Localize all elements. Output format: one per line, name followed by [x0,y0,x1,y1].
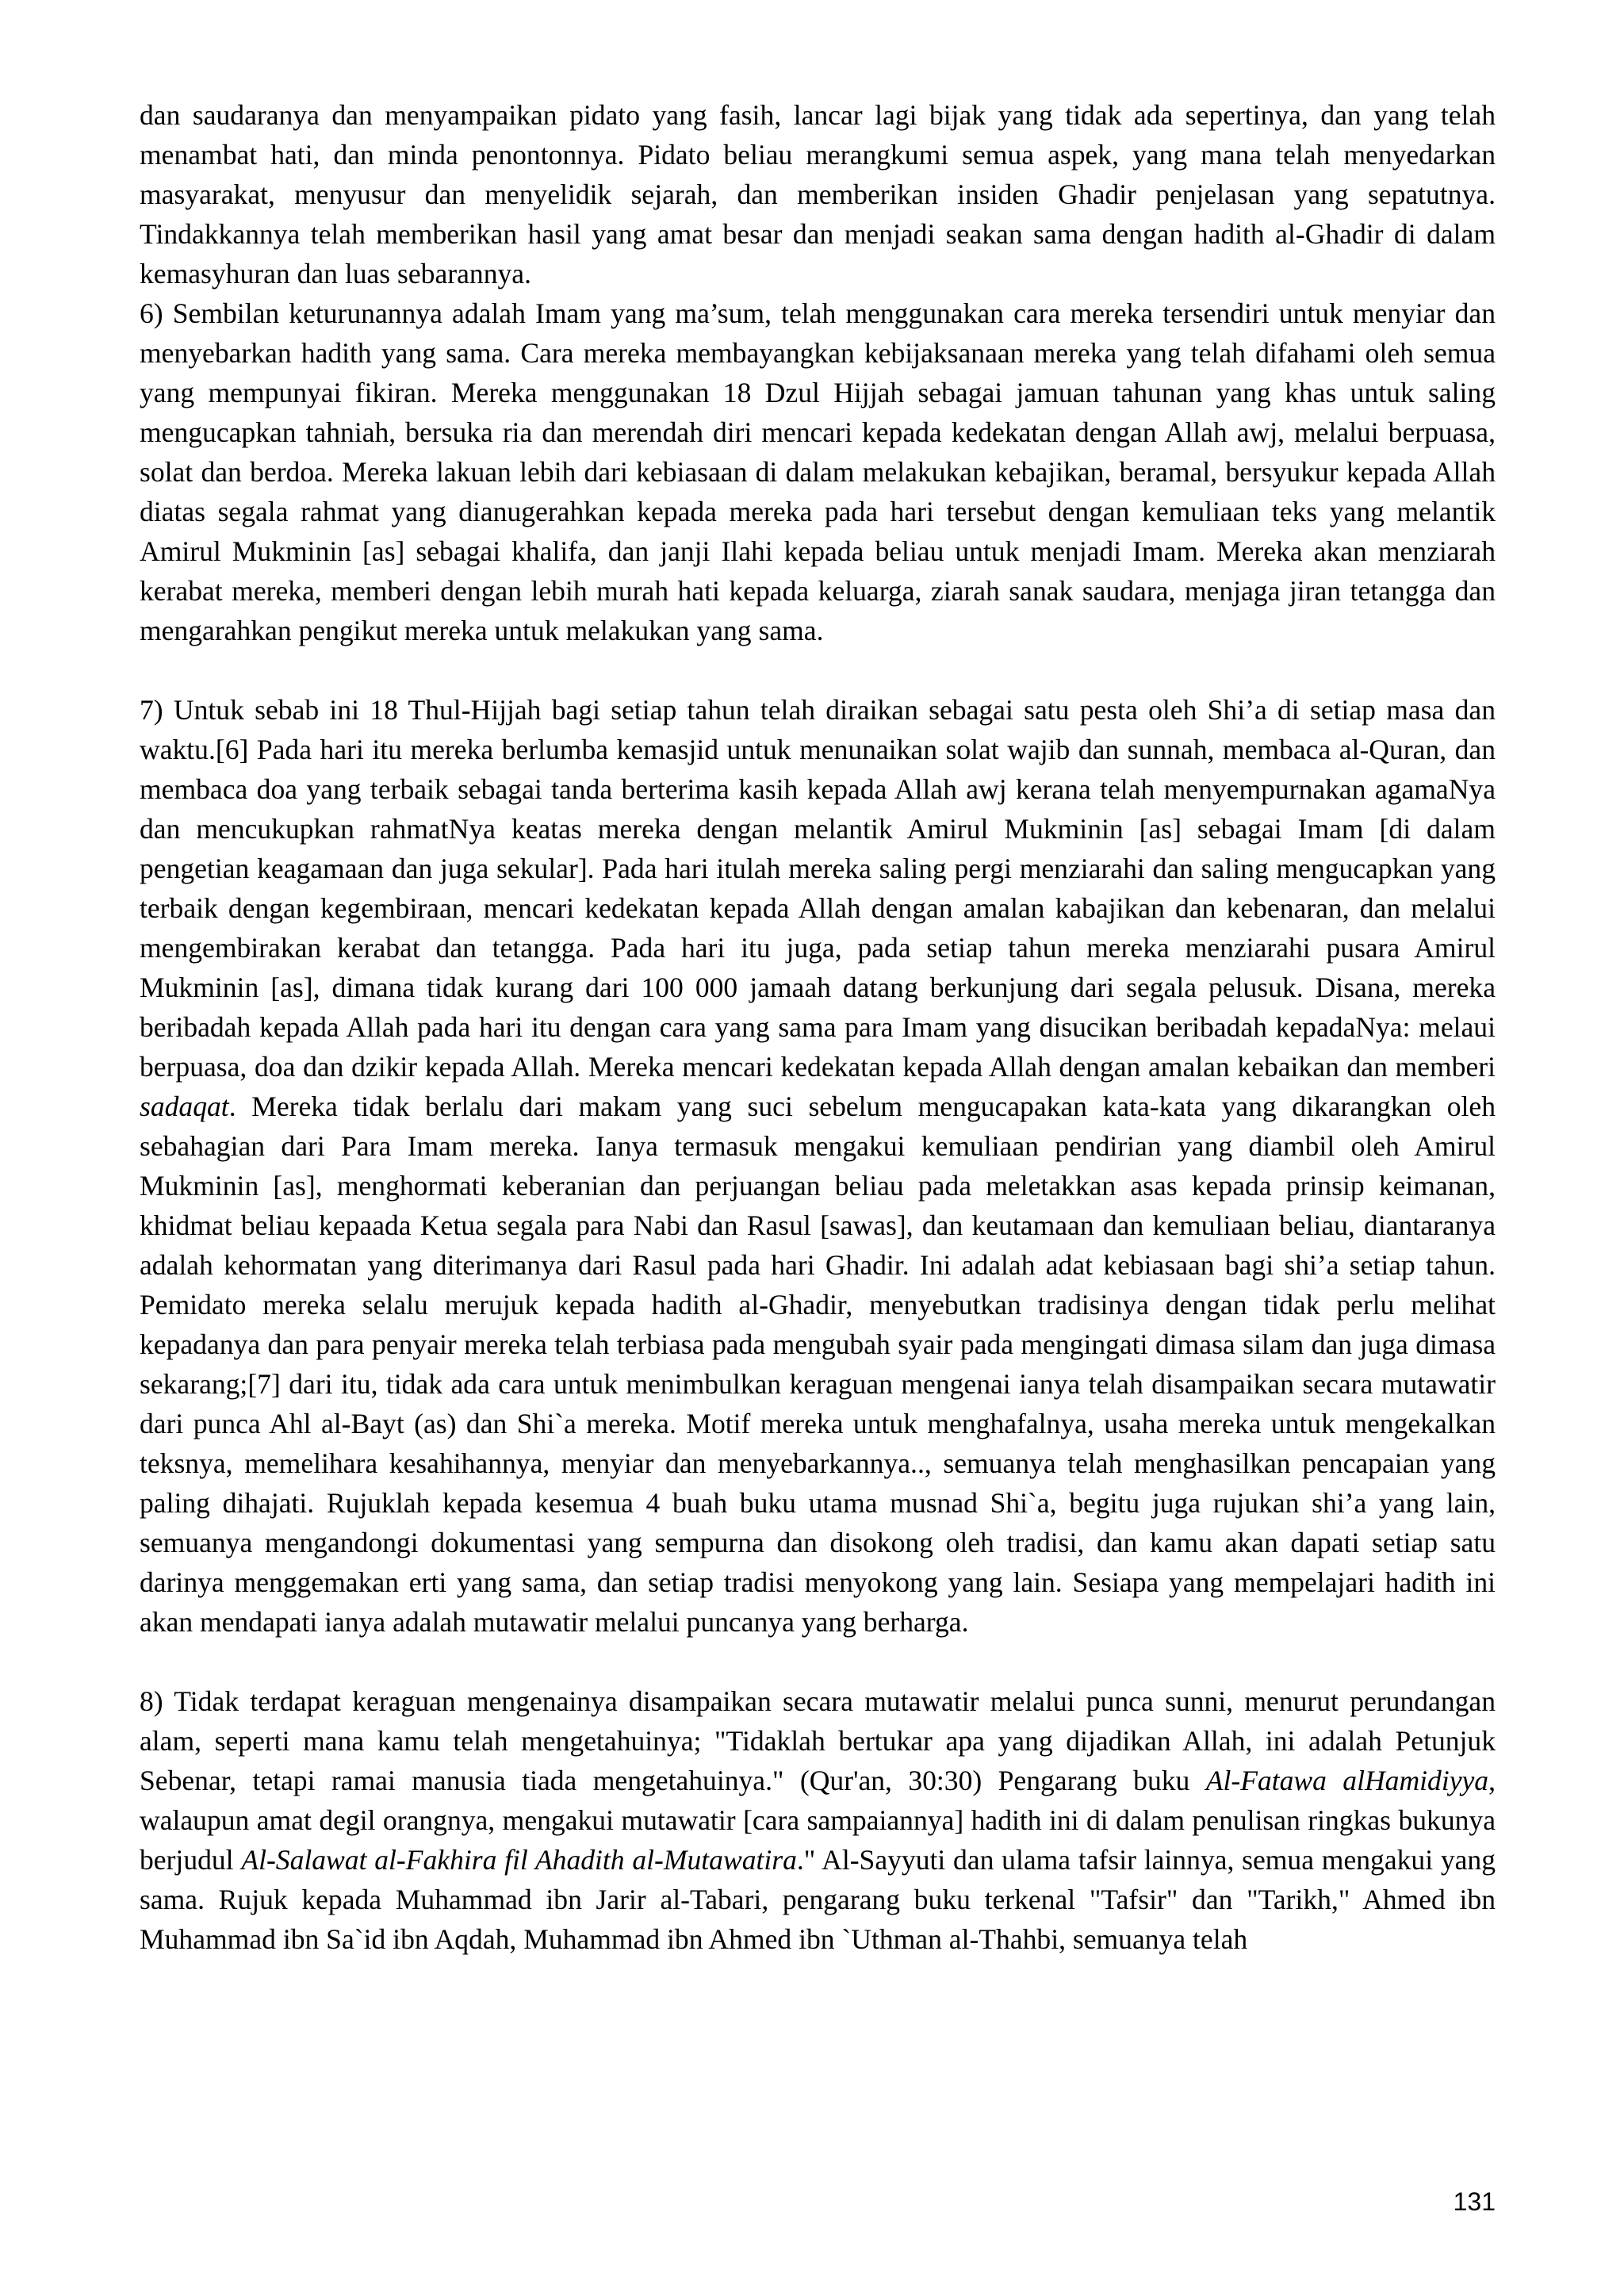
paragraph-intro-text: dan saudaranya dan menyampaikan pidato yang fasih, lancar lagi bijak yang tidak ada sepertinya, dan yang telah menambat hati, dan minda penontonnya. Pidato beliau merangkumi semua aspek, yang mana telah menyedarkan masyarakat, menyusur dan menyelidik sejarah, dan memberikan insiden Ghadir penjelasan yang sepatutnya. Tindakkannya telah memberikan hasil yang amat besar dan menjadi seakan sama dengan hadith al-Ghadir di dalam kemasyhuran dan luas sebarannya. [140,99,1496,289]
paragraph-6 [140,293,1496,650]
paragraph-8 [140,1681,1496,1959]
paragraph-7-text-a: 7) Untuk sebab ini 18 Thul-Hijjah bagi setiap tahun telah diraikan sebagai satu pesta oleh Shi’a di setiap masa dan waktu.[6] Pada hari itu mereka berlumba kemasjid untuk menunaikan solat wajib dan sunnah, membaca al-Quran, dan membaca doa yang terbaik sebagai tanda berterima kasih kepada Allah awj kerana telah menyempurnakan agamaNya dan mencukupkan rahmatNya keatas mereka dengan melantik Amirul Mukminin [as] sebagai Imam [di dalam pengetian keagamaan dan juga sekular]. Pada hari itulah mereka saling pergi menziarahi dan saling mengucapkan yang terbaik dengan kegembiraan, mencari kedekatan kepada Allah dengan amalan kabajikan dan kebenaran, dan melalui mengembirakan kerabat dan tetangga. Pada hari itu juga, pada setiap tahun mereka menziarahi pusara Amirul Mukminin [as], dimana tidak kurang dari 100 000 jamaah datang berkunjung dari segala pelusuk. Disana, mereka beribadah kepada Allah pada hari itu dengan cara yang sama para Imam yang disucikan beribadah kepadaNya: melaui berpuasa, doa dan dzikir kepada Allah. Mereka mencari kedekatan kepada Allah dengan amalan kebaikan dan memberi [140,694,1496,1083]
paragraph-intro [140,95,1496,293]
document-body [140,95,1496,1959]
paragraph-8-text-a: 8) Tidak terdapat keraguan mengenainya disampaikan secara mutawatir melalui punca sunni, menurut perundangan alam, seperti mana kamu telah mengetahuinya; "Tidaklah bertukar apa yang dijadikan Allah, ini adalah Petunjuk Sebenar, tetapi ramai manusia tiada mengetahuinya." (Qur'an, 30:30) Pengarang buku [140,1685,1496,1796]
page-number: 131 [1453,2187,1496,2216]
paragraph-8-book-title-2: Al-Salawat al-Fakhira fil Ahadith al-Mutawatira [241,1844,797,1876]
paragraph-8-text-b: , walaupun amat degil orangnya, mengakui mutawatir [cara sampaiannya] hadith ini di dalam penulisan ringkas bukunya berjudul [140,1765,1496,1876]
paragraph-8-book-title-1: Al-Fatawa alHamidiyya [1205,1765,1489,1796]
paragraph-6-text: 6) Sembilan keturunannya adalah Imam yang ma’sum, telah menggunakan cara mereka tersendiri untuk menyiar dan menyebarkan hadith yang sama. Cara mereka membayangkan kebijaksanaan mereka yang telah difahami oleh semua yang mempunyai fikiran. Mereka menggunakan 18 Dzul Hijjah sebagai jamuan tahunan yang khas untuk saling mengucapkan tahniah, bersuka ria dan merendah diri mencari kepada kedekatan dengan Allah awj, melalui berpuasa, solat dan berdoa. Mereka lakuan lebih dari kebiasaan di dalam melakukan kebajikan, beramal, bersyukur kepada Allah diatas segala rahmat yang dianugerahkan kepada mereka pada hari tersebut dengan kemuliaan teks yang melantik Amirul Mukminin [as] sebagai khalifa, dan janji Ilahi kepada beliau untuk menjadi Imam. Mereka akan menziarah kerabat mereka, memberi dengan lebih murah hati kepada keluarga, ziarah sanak saudara, menjaga jiran tetangga dan mengarahkan pengikut mereka untuk melakukan yang sama. [140,297,1496,646]
paragraph-7-text-b: . Mereka tidak berlalu dari makam yang suci sebelum mengucapakan kata-kata yang dikarangkan oleh sebahagian dari Para Imam mereka. Ianya termasuk mengakui kemuliaan pendirian yang diambil oleh Amirul Mukminin [as], menghormati keberanian dan perjuangan beliau pada meletakkan asas kepada prinsip keimanan, khidmat beliau kepaada Ketua segala para Nabi dan Rasul [sawas], dan keutamaan dan kemuliaan beliau, diantaranya adalah kehormatan yang diterimanya dari Rasul pada hari Ghadir. Ini adalah adat kebiasaan bagi shi’a setiap tahun. Pemidato mereka selalu merujuk kepada hadith al-Ghadir, menyebutkan tradisinya dengan tidak perlu melihat kepadanya dan para penyair mereka telah terbiasa pada mengubah syair pada mengingati dimasa silam dan juga dimasa sekarang;[7] dari itu, tidak ada cara untuk menimbulkan keraguan mengenai ianya telah disampaikan secara mutawatir dari punca Ahl al-Bayt (as) dan Shi`a mereka. Motif mereka untuk menghafalnya, usaha mereka untuk mengekalkan teksnya, memelihara kesahihannya, menyiar dan menyebarkannya.., semuanya telah menghasilkan pencapaian yang paling dihajati. Rujuklah kepada kesemua 4 buah buku utama musnad Shi`a, begitu juga rujukan shi’a yang lain, semuanya mengandongi dokumentasi yang sempurna dan disokong oleh tradisi, dan kamu akan dapati setiap satu darinya menggemakan erti yang sama, dan setiap tradisi menyokong yang lain. Sesiapa yang mempelajari hadith ini akan mendapati ianya adalah mutawatir melalui puncanya yang berharga. [140,1091,1496,1638]
paragraph-7 [140,690,1496,1642]
paragraph-7-italic-term: sadaqat [140,1091,229,1122]
paragraph-8-text-c: ." Al-Sayyuti dan ulama tafsir lainnya, semua mengakui yang sama. Rujuk kepada Muhammad ibn Jarir al-Tabari, pengarang buku terkenal "Tafsir" dan "Tarikh," Ahmed ibn Muhammad ibn Sa`id ibn Aqdah, Muhammad ibn Ahmed ibn `Uthman al-Thahbi, semuanya telah [140,1844,1496,1955]
